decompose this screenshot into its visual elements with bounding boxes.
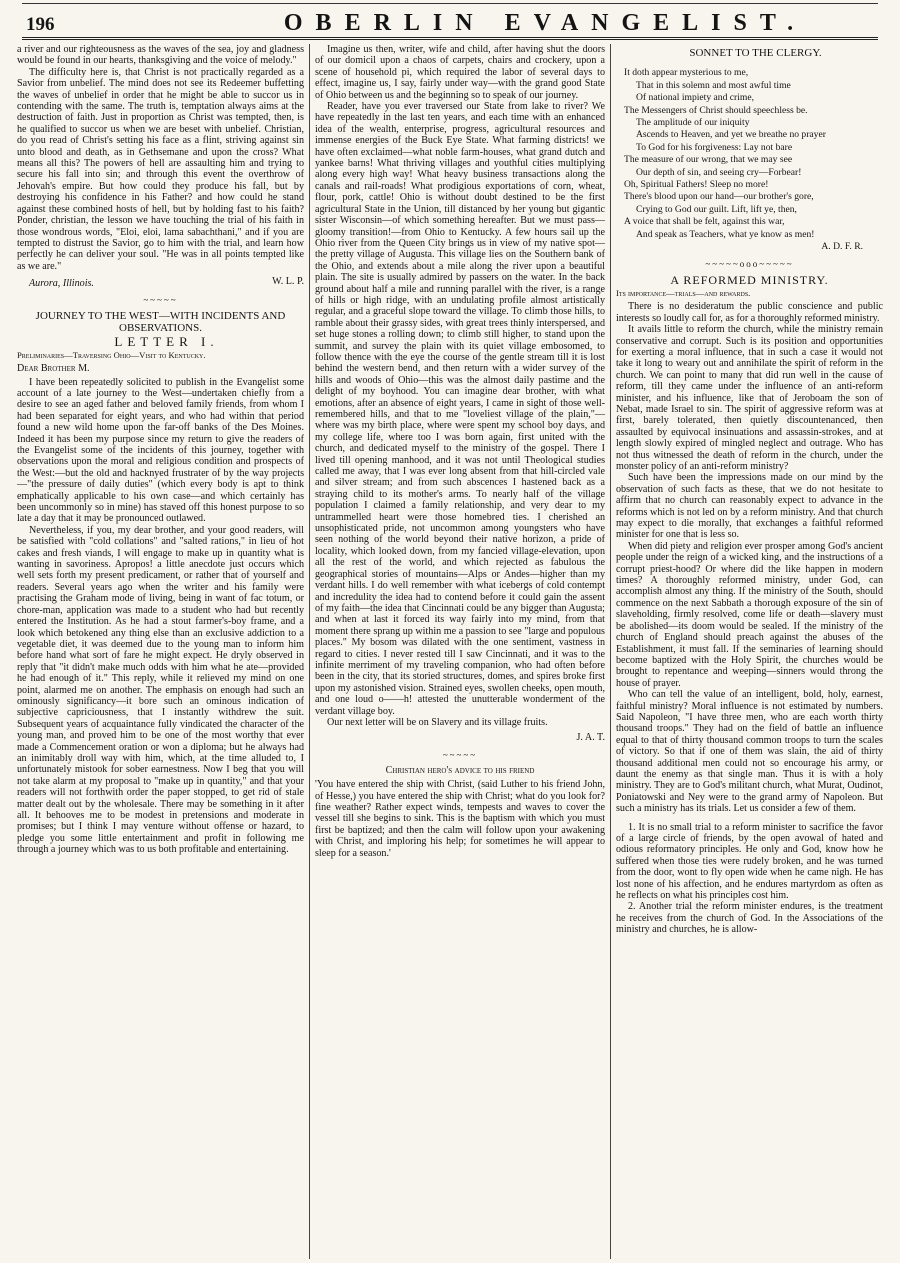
poem-signature: A. D. F. R. bbox=[821, 241, 863, 253]
poem-line: That in this solemn and most awful time bbox=[636, 79, 791, 91]
paragraph: It avails little to reform the church, while the ministry remain conservative and corrupt. Such is its position and opportunities for exerting a moral influence, that in such a case it would not take it long to weary out and annihilate the spirit of reform in the church. We can point to many that did run well in the cause of reform, till they came under the influence of an anti-reform minister, and his influence, like that of Jeroboam the son of Nebat, made Israel to sin. The spirit of aggressive reform was at first, barely tolerated, then quietly discountenanced, then assaulted by equivocal insinuations and assassin-strokes, and at length slowly expired of mingled neglect and outrage. Who has not thus witnessed the death of reform in the church, under the monster policy of an anti-reform ministry? bbox=[616, 324, 883, 472]
divider: ~~~~~ bbox=[442, 749, 478, 760]
paragraph: Imagine us then, writer, wife and child, after having shut the doors of our domicil upon a chaos of carpets, chairs and crockery, upon a scene of household pi, which required the labor of several days to effect, imagine us, I say, fairly under way—with the grand good State of Ohio between us and the beginning so to speak of our journey. bbox=[315, 44, 605, 101]
paragraph: Such have been the impressions made on our mind by the observation of such facts as these, that we do not hesitate to affirm that no church can reasonably expect to advance in the reforms which is not led on by a reform ministry. And that church may expect to die morally, that exchanges a faithful reformed minister for one that is less so. bbox=[616, 472, 883, 541]
paragraph: Who can tell the value of an intelligent, bold, holy, earnest, faithful ministry? Moral influence is not estimated by numbers. Said Napoleon, "I have three men, who are each worth thirty thousand troops." They had on the field of battle an influence equal to that of thirty thousand common troops to turn the scales of victory. So that if one of them was slain, the aid of thirty thousand additional men could not so encourage his army, or daunt the enemy as that single man. Thus it is with a holy ministry. They are to God's militant church, what Murat, Oudinot, Poniatowski and Ney were to the grand army of Napoleon. But such a ministry has its trials. Let us consider a few of them. bbox=[616, 689, 883, 815]
poem-line: A voice that shall be felt, against this war, bbox=[624, 216, 785, 228]
poem-line: There's blood upon our hand—our brother's gore, bbox=[624, 191, 814, 203]
column-1 bbox=[12, 44, 309, 1259]
poem-line: The amplitude of our iniquity bbox=[636, 117, 750, 129]
article-title: A REFORMED MINISTRY. bbox=[670, 272, 829, 287]
article-signature: W. L. P. bbox=[272, 276, 304, 288]
poem-line: Our depth of sin, and seeing cry—Forbear! bbox=[636, 166, 802, 178]
poem-line: It doth appear mysterious to me, bbox=[624, 67, 749, 79]
top-rule bbox=[22, 3, 878, 4]
paragraph: 'You have entered the ship with Christ, (said Luther to his friend John, of Hesse,) you have entered the ship with Christ; what do you look for? fine weather? Rather expect winds, tempests and waves to cover the vessel till she begins to sink. This is the baptism with which you must first be baptized; and then the calm will follow upon your awakening with Christ, and imploring his help; for sometimes he will appear to sleep for a season.' bbox=[315, 779, 605, 859]
poem-line: Crying to God our guilt. Lift, lift ye, then, bbox=[636, 203, 797, 215]
poem-title: SONNET TO THE CLERGY. bbox=[689, 47, 822, 59]
paragraph: 2. Another trial the reform minister endures, is the treatment he receives from the church of God. In the Associations of the ministry and churches, he is allow- bbox=[616, 901, 883, 936]
paragraph: Nevertheless, if you, my dear brother, and your good readers, will be satisfied with "cold collations" and "salted rations," in lieu of hot cakes and fresh viands, I will engage to make up in quantity what is wanting in savoriness. Apropos! a little anecdote just occurs which well sets forth my present predicament, or rather that of yourself and readers. Several years ago when the writer and his family were practising the Graham mode of living, being in want of fac totum, or chore-man, application was made to a student who had but recently entered the Institution. As he had a stout farmer's-boy frame, and a look which betokened any thing else than an exclusive addiction to a vegetable diet, it was deemed due to the young man to inform him before hand what sort of fare he might expect. He dryly observed in reply that "it didn't make much odds with him what he ate—provided he had enough of it." This reply, while it relieved my mind on one point, alarmed me on another. The emphasis on enough had such an ominously significancy—it bore such an ominous indication of subjective capriciousness, that I instantly withdrew the suit. Subsequent years of acquaintance fully vindicated the character of the young man, and proved him to be one of the most worthy that ever made a Commencement oration or won a diploma; but he always had an inimitably droll way with him, which, at the time alluded to, I unfortunately mistook for sober earnestness. Now I beg that you will not take alarm at my proposal to "make up in quantity," and that your readers will not forthwith order the paper stopped, to get rid of stale matter dealt out by the wholesale. There may be something in it after all. It behooves me to be modest in pretensions and moderate in promises; but I think I may venture without offense or hazard, to pledge you some little entertainment and profit in following me through a journey which was to us both profitable and entertaining. bbox=[17, 524, 304, 856]
poem-line: Of national impiety and crime, bbox=[636, 92, 755, 104]
article-subheading: Preliminaries—Traversing Ohio—Visit to Kentucky. bbox=[17, 349, 206, 360]
columns bbox=[12, 44, 888, 1259]
paragraph: The difficulty here is, that Christ is not practically regarded as a Savior from unbelief. The mind does not see its Redeemer buffetting the waves of unbelief in order that he might be able to succor us in contending with the same. The truth is, temptation always aims at the destruction of faith. Just in proportion as Christ was tempted, then, is he qualified to succor us when we are beset with unbelief. Christian, do you read of Christ's setting his face as a flint, striving against sin unto blood and death, as in Gethsemane and upon the cross? What means all this? The powers of hell are assaulting him and trying to secure his fall into sin; and through this event the overthrow of Jehovah's empire. But how could they produce his fall, but by destroying his confidence in his Father? and how could he stand against these combined hosts of hell, but by holding fast to his faith? Ponder, christian, the lesson we have touching the trial of his faith in those wondrous words, "Eloi, eloi, lama sabachthani," and if you are tempted to distrust the Savior, go to him with the trial, and learn how perfectly he can deliver your soul. "He was in all points tempted like as we are." bbox=[17, 66, 304, 272]
article-signature: J. A. T. bbox=[576, 732, 605, 744]
paragraph: 1. It is no small trial to a reform minister to sacrifice the favor of a large circle of friends, by the open avowal of hated and odious reformatory principles. He only and God, know how he suffered when those ties were rudely broken, and he was turned from the door, wont to fly open wide when he came nigh. He has lost none of his affection, and he endures martyrdom as often as he reflects on what his principles cost him. bbox=[616, 821, 883, 902]
poem-line: Ascends to Heaven, and yet we breathe no prayer bbox=[636, 129, 826, 141]
paragraph: Our next letter will be on Slavery and its village fruits. bbox=[327, 716, 548, 728]
article-subheading: Its importance—trials—and rewards. bbox=[616, 287, 751, 298]
column-3 bbox=[611, 44, 888, 1259]
article-title: JOURNEY TO THE WEST—WITH INCIDENTS AND OBSERVATIONS. bbox=[35, 310, 286, 335]
paragraph: I have been repeatedly solicited to publish in the Evangelist some account of a late journey to the West—undertaken chiefly from a desire to see an aged father and beloved family friends, from whom I had been separated for eight years, and who had within that period found a new wild home upon the far-off banks of the Des Moines. Indeed it has been my purpose since my return to give the readers of the Evangelist some of the incidents of this journey, together with observations upon the moral and religious condition and prospects of the West:—but the old and hacknyed frustrater of by the way projects—"the pressure of daily duties" (which every body is apt to think emphatically applicable to his own case—and which certainly has been uncommonly so in mine) has staved off this honest purpose to so late a day that it may be pronounced outlawed. bbox=[17, 376, 304, 525]
divider: ~~~~~ bbox=[143, 294, 178, 305]
letter-number: LETTER I. bbox=[114, 334, 219, 350]
divider: ~~~~~ooo~~~~~ bbox=[705, 258, 794, 269]
header-rule bbox=[22, 37, 878, 40]
poem bbox=[616, 67, 883, 241]
column-2 bbox=[309, 44, 611, 1259]
spacer bbox=[616, 815, 883, 822]
poem-line: The Messengers of Christ should speechless be. bbox=[624, 104, 808, 116]
paragraph: There is no desideratum the public conscience and public interests so loudly call for, as for a thoroughly reformed ministry. bbox=[616, 301, 883, 324]
poem-line: Oh, Spiritual Fathers! Sleep no more! bbox=[624, 179, 769, 191]
newspaper-title: OBERLIN EVANGELIST. bbox=[283, 10, 807, 36]
salutation: Dear Brother M. bbox=[17, 363, 90, 375]
masthead bbox=[12, 0, 888, 40]
paragraph: When did piety and religion ever prosper among God's ancient people under the reign of a wicked king, and the instructions of a corrupt priest-hood? Or where did the like happen in modern times? A thoroughly reformed ministry, under God, can accomplish almost any thing. If the ministry of the South, should commence on the next Sabbath a thorough exposure of the sin of slaveholding, firmly resolved, come life or death—slavery must be abolished—its doom would be sealed. If the ministry of the church of England should preach against the abuses of the Establishment, it must fall. If the seminaries of learning should become baptized with the Holy Spirit, the churches would be brought to repentance and weeping—sinners would throng the house of prayer. bbox=[616, 540, 883, 689]
paragraph: a river and our righteousness as the waves of the sea, joy and gladness would be found in our hearts, thanksgiving and the voice of melody." bbox=[17, 44, 304, 67]
article-place: Aurora, Illinois. bbox=[29, 277, 94, 289]
paragraph: Reader, have you ever traversed our State from lake to river? We have repeatedly in the last ten years, and each time with an enhanced idea of the wealth, enterprise, progress, agricultural resources and immense energies of the Buck Eye State. What farming districts! we have often exclaimed—what noble farm-houses, what grand dutch and yankee barns! What thriving villages and youthful cities multiplying along every high way! What heavy business transactions along the canals and rail-roads! What prodigious exportations of corn, wheat, flour, pork, cattle! Ohio is without doubt destined to be the first agricultural State in the Union, till distanced by her young but gigantic sister Wisconsin—of which something hereafter. But we must pass—gloomy transition!—from Ohio to Kentucky. A few hours sail up the Ohio river from the Queen City brings us in view of my native spot—the pretty village of Augusta. This village lies on the Southern bank of the Ohio, and extends about a mile along the river upon a beautiful plain. The site is usually admired by passers on the water. In the back ground about half a mile and running parallel with the river, is a range of hills or high ridge, with an undulating profile almost artistically regular, and a graceful slope toward the village. To climb those hills, to ramble about their grassy sides, with great trees thinly interspersed, and set huge stones a rolling down; to climb still higher, to stand upon the summit, and survey the plain with its quiet village embosomed, to follow thence with the eye the course of the gentle stream till it is lost behind the western bend, and then return with a wider survey of the hills and woods of Ohio—this was the almost daily pastime and the delight of my boyhood. You can imagine dear brother, with what emotions, after an absence of eight years, I came in sight of those well-remembered hills, and that to me "loveliest village of the plain,"—where was my birth place, where were spent my school boy days, and my college life, where too I was born again, first united with the church, and dedicated myself to the ministry of the gospel. There I lived till opening manhood, and it was not until Theological studies called me away, that I was ever long absent from that hill-circled vale and silver stream; and from such abscences I hastened back as a straying child to its mother's arms. To nearly half of the village population I claimed a family relationship, and very dear to my untrammelled heart were those homebred ties. I cherished an unsophisticated pride, not uncommon among youngsters who have seen nothing of the world beyond their native horizon, a pride of locality, which looked down, from my fancied village-elevation, upon all the rest of the world, and which rejected as fabulous the geographical stories of mountains—Alps or Andes—higher than my verdant hills. I do well remember with what icebergs of cold contempt and incredulity the idea had to contend before it could gain the assent of my faith—the idea that Cincinnati could be any bigger than Augusta; and when at last it forced its way fairly into my mind, from that moment there sprang up within me a passion to see "large and populous places." My bosom was dilated with the one sentiment, vastness in regard to cities. I never rested till I saw Cincinnati, and it was to the infinite merriment of my traveling companion, who had often before been in the city, that its storied structures, domes, and spires broke first upon my astonished vision. Strained eyes, swollen cheeks, open mouth, and one loud o——h! attested the unutterable wonderment of the verdant village boy. bbox=[315, 101, 605, 717]
poem-line: To God for his forgiveness: Lay not bare bbox=[636, 141, 793, 153]
page-number: 196 bbox=[26, 14, 55, 35]
poem-line: And speak as Teachers, what ye know as men! bbox=[636, 228, 815, 240]
article-title: Christian hero's advice to his friend bbox=[385, 765, 535, 777]
poem-line: The measure of our wrong, that we may see bbox=[624, 154, 793, 166]
